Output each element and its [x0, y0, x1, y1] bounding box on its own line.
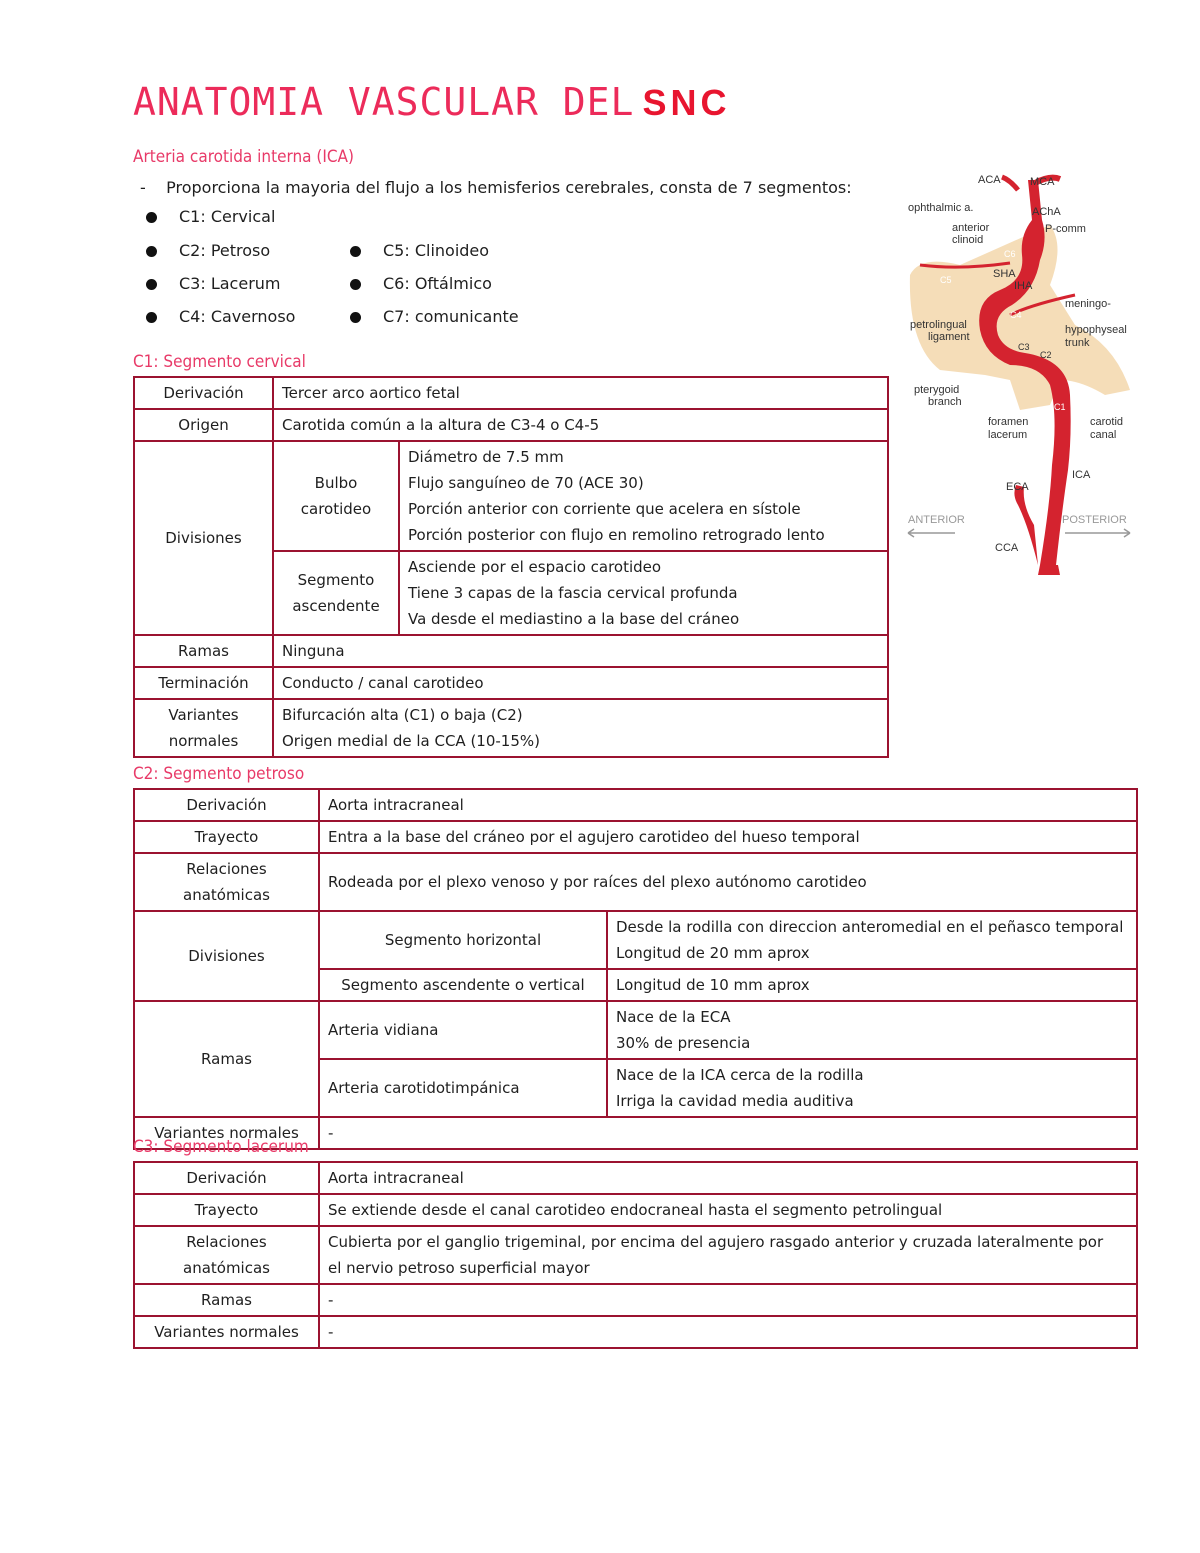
- table-row: [134, 667, 888, 699]
- row-label: Derivación: [134, 1162, 319, 1194]
- table-row: [134, 1226, 1137, 1284]
- svg-text:C5: C5: [940, 275, 952, 285]
- svg-text:foramen: foramen: [988, 416, 1029, 428]
- ica-heading: Arteria carotida interna (ICA): [133, 147, 354, 167]
- sub-label: Segmento ascendente o vertical: [319, 969, 607, 1001]
- svg-text:SHA: SHA: [993, 268, 1016, 280]
- segment-list-right: [350, 241, 519, 340]
- bullet-icon: [146, 279, 157, 290]
- segment-list-left: [146, 207, 295, 340]
- table-row: [134, 441, 888, 551]
- cell-value: Bifurcación alta (C1) o baja (C2) Origen medial de la CCA (10-15%): [273, 699, 888, 757]
- row-label: Divisiones: [134, 911, 319, 1001]
- bullet-icon: [146, 212, 157, 223]
- cell-value: -: [319, 1284, 1137, 1316]
- table-row: [134, 1316, 1137, 1348]
- svg-text:anterior: anterior: [952, 222, 990, 234]
- c3-heading: C3: Segmento lacerum: [133, 1137, 309, 1157]
- table-row: [134, 911, 1137, 969]
- table-row: [134, 789, 1137, 821]
- sub-label: Arteria vidiana: [319, 1001, 607, 1059]
- svg-text:lacerum: lacerum: [988, 429, 1028, 441]
- row-label: Variantes normales: [134, 699, 273, 757]
- svg-text:C2: C2: [1040, 350, 1052, 360]
- table-row: [134, 1162, 1137, 1194]
- table-row: [134, 635, 888, 667]
- c2-heading: C2: Segmento petroso: [133, 764, 305, 784]
- cell-value: Diámetro de 7.5 mm Flujo sanguíneo de 70 (ACE 30) Porción anterior con corriente que acelera en sístole Porción posterior con flujo en remolino retrogrado lento: [399, 441, 888, 551]
- svg-text:canal: canal: [1090, 429, 1117, 441]
- row-label: Relaciones anatómicas: [134, 1226, 319, 1284]
- row-label: Variantes normales: [134, 1316, 319, 1348]
- row-label: Derivación: [134, 377, 273, 409]
- svg-text:AChA: AChA: [1032, 206, 1061, 218]
- svg-text:C4: C4: [1010, 310, 1022, 320]
- c1-table: [133, 376, 889, 758]
- list-item: C3: Lacerum: [146, 274, 295, 307]
- svg-text:POSTERIOR: POSTERIOR: [1062, 514, 1127, 526]
- table-row: [134, 853, 1137, 911]
- svg-text:ICA: ICA: [1072, 469, 1091, 481]
- c2-table: [133, 788, 1138, 1150]
- svg-text:ECA: ECA: [1006, 481, 1029, 493]
- svg-text:petrolingual: petrolingual: [910, 319, 967, 331]
- cell-value: Tercer arco aortico fetal: [273, 377, 888, 409]
- cell-value: Carotida común a la altura de C3-4 o C4-5: [273, 409, 888, 441]
- svg-text:C3: C3: [1018, 342, 1030, 352]
- cell-value: Conducto / canal carotideo: [273, 667, 888, 699]
- cell-value: Aorta intracraneal: [319, 1162, 1137, 1194]
- list-item: C7: comunicante: [350, 307, 519, 340]
- table-row: [134, 409, 888, 441]
- table-row: [134, 1194, 1137, 1226]
- bullet-icon: [350, 312, 361, 323]
- svg-text:hypophyseal: hypophyseal: [1065, 324, 1127, 336]
- carotid-diagram: [900, 165, 1140, 575]
- svg-text:carotid: carotid: [1090, 416, 1124, 428]
- table-row: [134, 821, 1137, 853]
- row-label: Ramas: [134, 1284, 319, 1316]
- list-item: C5: Clinoideo: [350, 241, 519, 274]
- svg-text:IHA: IHA: [1014, 280, 1033, 292]
- svg-text:MCA: MCA: [1030, 176, 1055, 188]
- cell-value: Desde la rodilla con direccion anteromedial en el peñasco temporal Longitud de 20 mm aprox: [607, 911, 1137, 969]
- row-label: Terminación: [134, 667, 273, 699]
- list-item: C2: Petroso: [146, 241, 295, 274]
- sub-label: Segmento horizontal: [319, 911, 607, 969]
- svg-text:pterygoid: pterygoid: [914, 384, 960, 396]
- list-item: C1: Cervical: [146, 207, 295, 241]
- bullet-icon: [350, 279, 361, 290]
- row-label: Trayecto: [134, 821, 319, 853]
- svg-text:ligament: ligament: [928, 331, 970, 343]
- row-label: Trayecto: [134, 1194, 319, 1226]
- cell-value: Nace de la ECA 30% de presencia: [607, 1001, 1137, 1059]
- sub-label: Arteria carotidotimpánica: [319, 1059, 607, 1117]
- cell-value: Asciende por el espacio carotideo Tiene 3 capas de la fascia cervical profunda Va desde el mediastino a la base del cráneo: [399, 551, 888, 635]
- cell-value: Longitud de 10 mm aprox: [607, 969, 1137, 1001]
- row-label: Variantes normales: [134, 1117, 319, 1149]
- title-accent: SNC: [642, 82, 731, 123]
- title-main: ANATOMIA VASCULAR DEL: [133, 80, 635, 124]
- bullet-icon: [350, 246, 361, 257]
- row-label: Ramas: [134, 1001, 319, 1117]
- cell-value: Ninguna: [273, 635, 888, 667]
- list-item: C6: Oftálmico: [350, 274, 519, 307]
- table-row: [134, 699, 888, 757]
- svg-text:C1: C1: [1054, 402, 1066, 412]
- svg-text:trunk: trunk: [1065, 337, 1090, 349]
- table-row: [134, 377, 888, 409]
- bullet-icon: [146, 246, 157, 257]
- svg-text:ACA: ACA: [978, 174, 1001, 186]
- cell-value: Se extiende desde el canal carotideo endocraneal hasta el segmento petrolingual: [319, 1194, 1137, 1226]
- list-item: C4: Cavernoso: [146, 307, 295, 340]
- c3-table: [133, 1161, 1138, 1349]
- c1-heading: C1: Segmento cervical: [133, 352, 306, 372]
- sub-label: Segmento ascendente: [273, 551, 399, 635]
- cell-value: Aorta intracraneal: [319, 789, 1137, 821]
- row-label: Ramas: [134, 635, 273, 667]
- cell-value: Nace de la ICA cerca de la rodilla Irriga la cavidad media auditiva: [607, 1059, 1137, 1117]
- page-title: [133, 80, 730, 124]
- svg-text:CCA: CCA: [995, 542, 1019, 554]
- bullet-icon: [146, 312, 157, 323]
- cell-value: -: [319, 1117, 1137, 1149]
- row-label: Relaciones anatómicas: [134, 853, 319, 911]
- sub-label: Bulbo carotideo: [273, 441, 399, 551]
- row-label: Derivación: [134, 789, 319, 821]
- svg-text:branch: branch: [928, 396, 962, 408]
- intro-text: - Proporciona la mayoria del flujo a los hemisferios cerebrales, consta de 7 segmentos:: [140, 178, 852, 197]
- cell-value: Cubierta por el ganglio trigeminal, por encima del agujero rasgado anterior y cruzada lateralmente por el nervio petroso superficial mayor: [319, 1226, 1137, 1284]
- cell-value: -: [319, 1316, 1137, 1348]
- table-row: [134, 1284, 1137, 1316]
- svg-text:clinoid: clinoid: [952, 234, 984, 246]
- svg-text:meningo-: meningo-: [1065, 298, 1111, 310]
- svg-text:C6: C6: [1004, 249, 1016, 259]
- row-label: Divisiones: [134, 441, 273, 635]
- cell-value: Rodeada por el plexo venoso y por raíces del plexo autónomo carotideo: [319, 853, 1137, 911]
- cell-value: Entra a la base del cráneo por el agujero carotideo del hueso temporal: [319, 821, 1137, 853]
- table-row: [134, 1001, 1137, 1059]
- svg-text:ophthalmic a.: ophthalmic a.: [908, 202, 974, 214]
- row-label: Origen: [134, 409, 273, 441]
- svg-text:P-comm: P-comm: [1045, 223, 1086, 235]
- svg-text:ANTERIOR: ANTERIOR: [908, 514, 965, 526]
